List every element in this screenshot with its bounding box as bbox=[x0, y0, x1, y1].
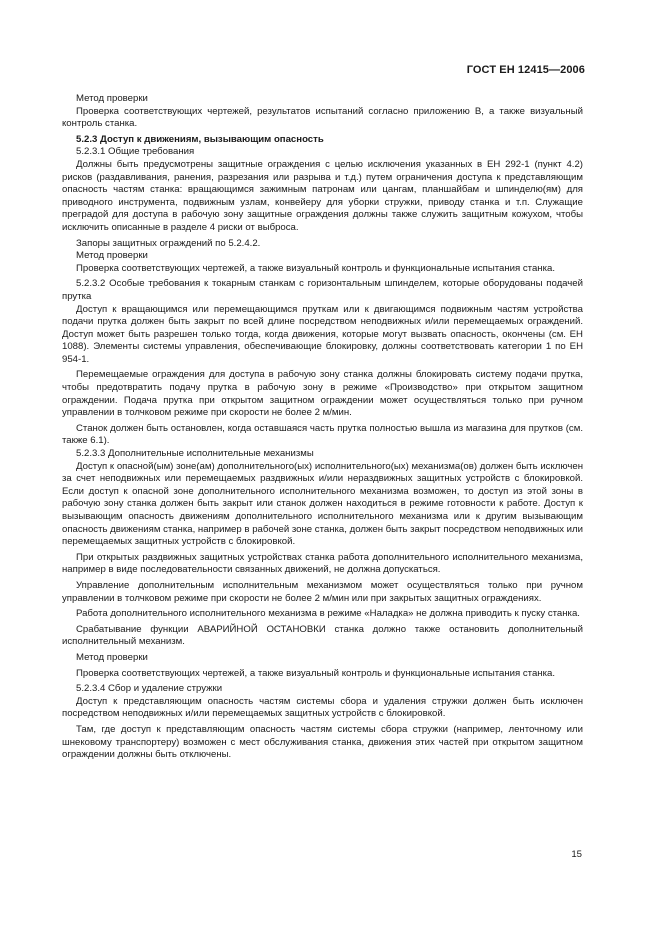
page-number: 15 bbox=[571, 849, 582, 860]
paragraph: Должны быть предусмотрены защитные ограждения с целью исключения указанных в ЕН 292-1 (пункт 4.2) рисков (раздавливания, ранения, разрезания или разрыва и т.д.) путем ограничения доступа к представляющим опасность частям станка: вращающимся зажимным патронам или цангам, планшайбам и шпинделю(ям) для приводного инструмента, подвижным узлам, конвейеру для уборки стружки, приводу станка и т.п. Служащие преградой для доступа в рабочую зону защитные ограждения должны также служить защитным кожухом, чтобы исключить описанные в разделе 4 риски от выброса. bbox=[62, 158, 583, 233]
paragraph: Срабатывание функции АВАРИЙНОЙ ОСТАНОВКИ станка должно также остановить дополнительный исполнительный механизм. bbox=[62, 623, 583, 648]
paragraph: Доступ к опасной(ым) зоне(ам) дополнительного(ых) исполнительного(ых) механизма(ов) должен быть исключен за счет неподвижных или перемещаемых раздвижных и/или нераздвижных защитных устройств с блокировкой. Если доступ к опасной зоне дополнительного исполнительного механизма возможен, то доступ из этой зоны в рабочую зону станка должен быть закрыт или станок должен находиться в режиме готовности к работе. Доступ к вызывающим опасность движениям дополнительного исполнительного механизма или к другим вызывающим опасность движениям станка, например в рабочей зоне станка, должен быть закрыт посредством неподвижных или перемещаемых защитных устройств с блокировкой. bbox=[62, 460, 583, 548]
subsection-heading: 5.2.3.3 Дополнительные исполнительные механизмы bbox=[76, 448, 314, 460]
paragraph: Запоры защитных ограждений по 5.2.4.2. bbox=[76, 237, 261, 249]
subsection-heading: 5.2.3.1 Общие требования bbox=[76, 146, 195, 158]
paragraph: Проверка соответствующих чертежей, а также визуальный контроль и функциональные испытания станка. bbox=[76, 262, 555, 274]
page-content bbox=[62, 93, 583, 762]
paragraph: Доступ к представляющим опасность частям системы сбора и удаления стружки должен быть исключен посредством неподвижных и/или перемещаемых защитных устройств с блокировкой. bbox=[62, 695, 583, 720]
method-heading: Метод проверки bbox=[76, 651, 148, 663]
section-heading: 5.2.3 Доступ к движениям, вызывающим опасность bbox=[76, 133, 324, 145]
paragraph: При открытых раздвижных защитных устройствах станка работа дополнительного исполнительного механизма, например в виде последовательности связанных движений, не должна допускаться. bbox=[62, 551, 583, 576]
subsection-heading: 5.2.3.2 Особые требования к токарным станкам с горизонтальным шпинделем, которые оборудованы подачей прутка bbox=[62, 278, 583, 302]
paragraph: Станок должен быть остановлен, когда оставшаяся часть прутка полностью вышла из магазина для прутков (см. также 6.1). bbox=[62, 422, 583, 447]
document-header: ГОСТ ЕН 12415—2006 bbox=[466, 64, 585, 76]
paragraph: Перемещаемые ограждения для доступа в рабочую зону станка должны блокировать систему подачи прутка, чтобы предотвратить подачу прутка в рабочую зону в режиме «Производство» при открытом защитном ограждении. Подача прутка при открытом защитном ограждении может осуществляться только при ручном управлении в толчковом режиме при скорости не более 2 м/мин. bbox=[62, 369, 583, 419]
method-heading: Метод проверки bbox=[76, 93, 148, 104]
paragraph: Доступ к вращающимся или перемещающимся пруткам или к двигающимся подвижным частям устройства подачи прутка должен быть закрыт по всей длине посредством неподвижных и/или перемещаемых ограждений. Доступ может быть разрешен только тогда, когда движения, которые могут вызвать опасность, окончены (см. ЕН 1088). Элементы системы управления, обеспечивающие блокировку, должны соответствовать категории 1 по ЕН 954-1. bbox=[62, 303, 583, 365]
paragraph: Там, где доступ к представляющим опасность частям системы сбора стружки (например, ленточному или шнековому транспортеру) возможен с мест обслуживания станка, движения этих частей при открытом защитном ограждении должны быть отключены. bbox=[62, 723, 583, 761]
paragraph: Проверка соответствующих чертежей, результатов испытаний согласно приложению В, а также визуальный контроль станка. bbox=[62, 105, 583, 130]
subsection-heading: 5.2.3.4 Сбор и удаление стружки bbox=[76, 683, 223, 695]
method-heading: Метод проверки bbox=[76, 250, 148, 262]
paragraph: Проверка соответствующих чертежей, а также визуальный контроль и функциональные испытания станка. bbox=[76, 667, 555, 679]
paragraph: Работа дополнительного исполнительного механизма в режиме «Наладка» не должна приводить к пуску станка. bbox=[76, 608, 580, 620]
paragraph: Управление дополнительным исполнительным механизмом может осуществляться только при ручном управлении в толчковом режиме при скорости не более 2 м/мин или при закрытых защитных ограждениях. bbox=[62, 579, 583, 604]
